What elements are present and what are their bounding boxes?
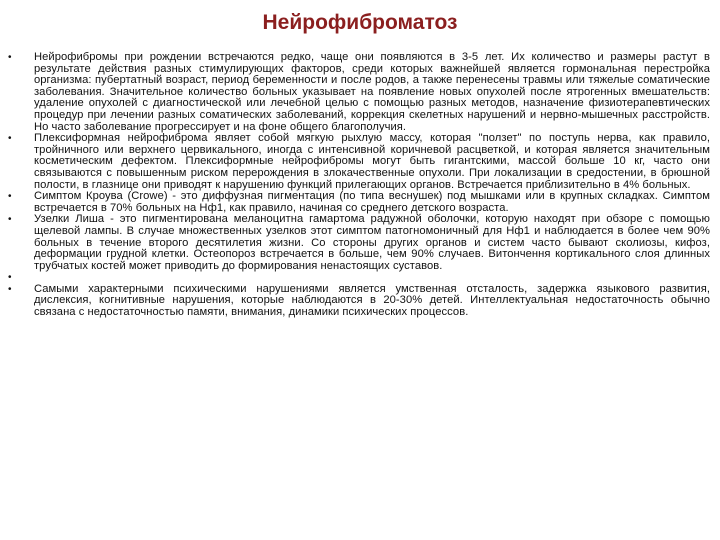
bullet-text: Плексиформная нейрофиброма являет собой мягкую рыхлую массу, которая "ползет" по поступь нерва, как правило, тройничного или верхнего цервикального, иногда с интенсивной коричневой расцветкой, и которая является значительным косметическим дефектом. Плексиформные нейрофибромы могут быть гигантскими, массой больше 10 кг, часто они связываются с повышенным риском перерождения в злокачественные опухоли. При локализации в средостении, в брюшной полости, в глазнице они приводят к нарушению функций прилегающих органов. Встречается приблизительно в 4% больных. (34, 132, 710, 191)
bullet-text: Узелки Лиша - это пигментирована меланоцитна гамартома радужной оболочки, которую находят при обзоре с помощью щелевой лампы. В случае множественных узелков этот симптом патогномоничный для Нф1 и наблюдается в более чем 90% больных в течение второго десятилетия жизни. Со стороны других органов и систем часто бывают сколиозы, кифоз, деформации грудной клетки. Остеопороз встречается в больше, чем 90% случаев. Витончення кортикального слоя длинных трубчатых костей может приводить до формирования ненастоящих суставов. (34, 213, 710, 272)
bullet-item (0, 52, 720, 133)
bullet-marker: • (8, 191, 12, 203)
bullet-item (0, 284, 720, 319)
bullet-marker: • (8, 133, 12, 145)
bullet-list (0, 52, 720, 319)
slide-title: Нейрофиброматоз (262, 11, 458, 34)
bullet-text: Нейрофибромы при рождении встречаются редко, чаще они появляются в 3-5 лет. Их количество и размеры растут в результате действия разных стимулирующих факторов, среди которых важнейшей является гормональная перестройка организма: пубертатный возраст, период беременности и после родов, а также перенесены травмы или тяжелые соматические заболевания. Значительное количество больных указывает на появление новых опухолей после ятрогенных вмешательств: удаление опухолей с диагностической или лечебной целью с помощью разных методов, назначение физиотерапевтических процедур при лечении разных соматических заболеваний, коррекция скелетных нарушений и нервно-мышечных расстройств. Но часто заболевание прогрессирует и на фоне общего благополучия. (34, 51, 710, 133)
bullet-marker: • (8, 283, 12, 295)
bullet-text: Самыми характерными психическими нарушениями является умственная отсталость, задержка языкового развития, дислексия, когнитивные нарушения, которые наблюдаются в 20-30% детей. Интеллектуальная недостаточность обычно связана с недостаточностью памяти, внимания, динамики психических процессов. (34, 282, 710, 319)
bullet-item (0, 191, 720, 214)
bullet-item (0, 214, 720, 272)
bullet-text: Симптом Кроува (Crowe) - это диффузная пигментация (по типа веснушек) под мышками или в крупных складках. Симптом встречается в 70% больных на Нф1, как правило, начиная со среднего детского возраста. (34, 190, 710, 214)
bullet-marker: • (8, 272, 12, 284)
bullet-item (0, 133, 720, 191)
bullet-marker: • (8, 52, 12, 63)
bullet-marker: • (8, 214, 12, 226)
